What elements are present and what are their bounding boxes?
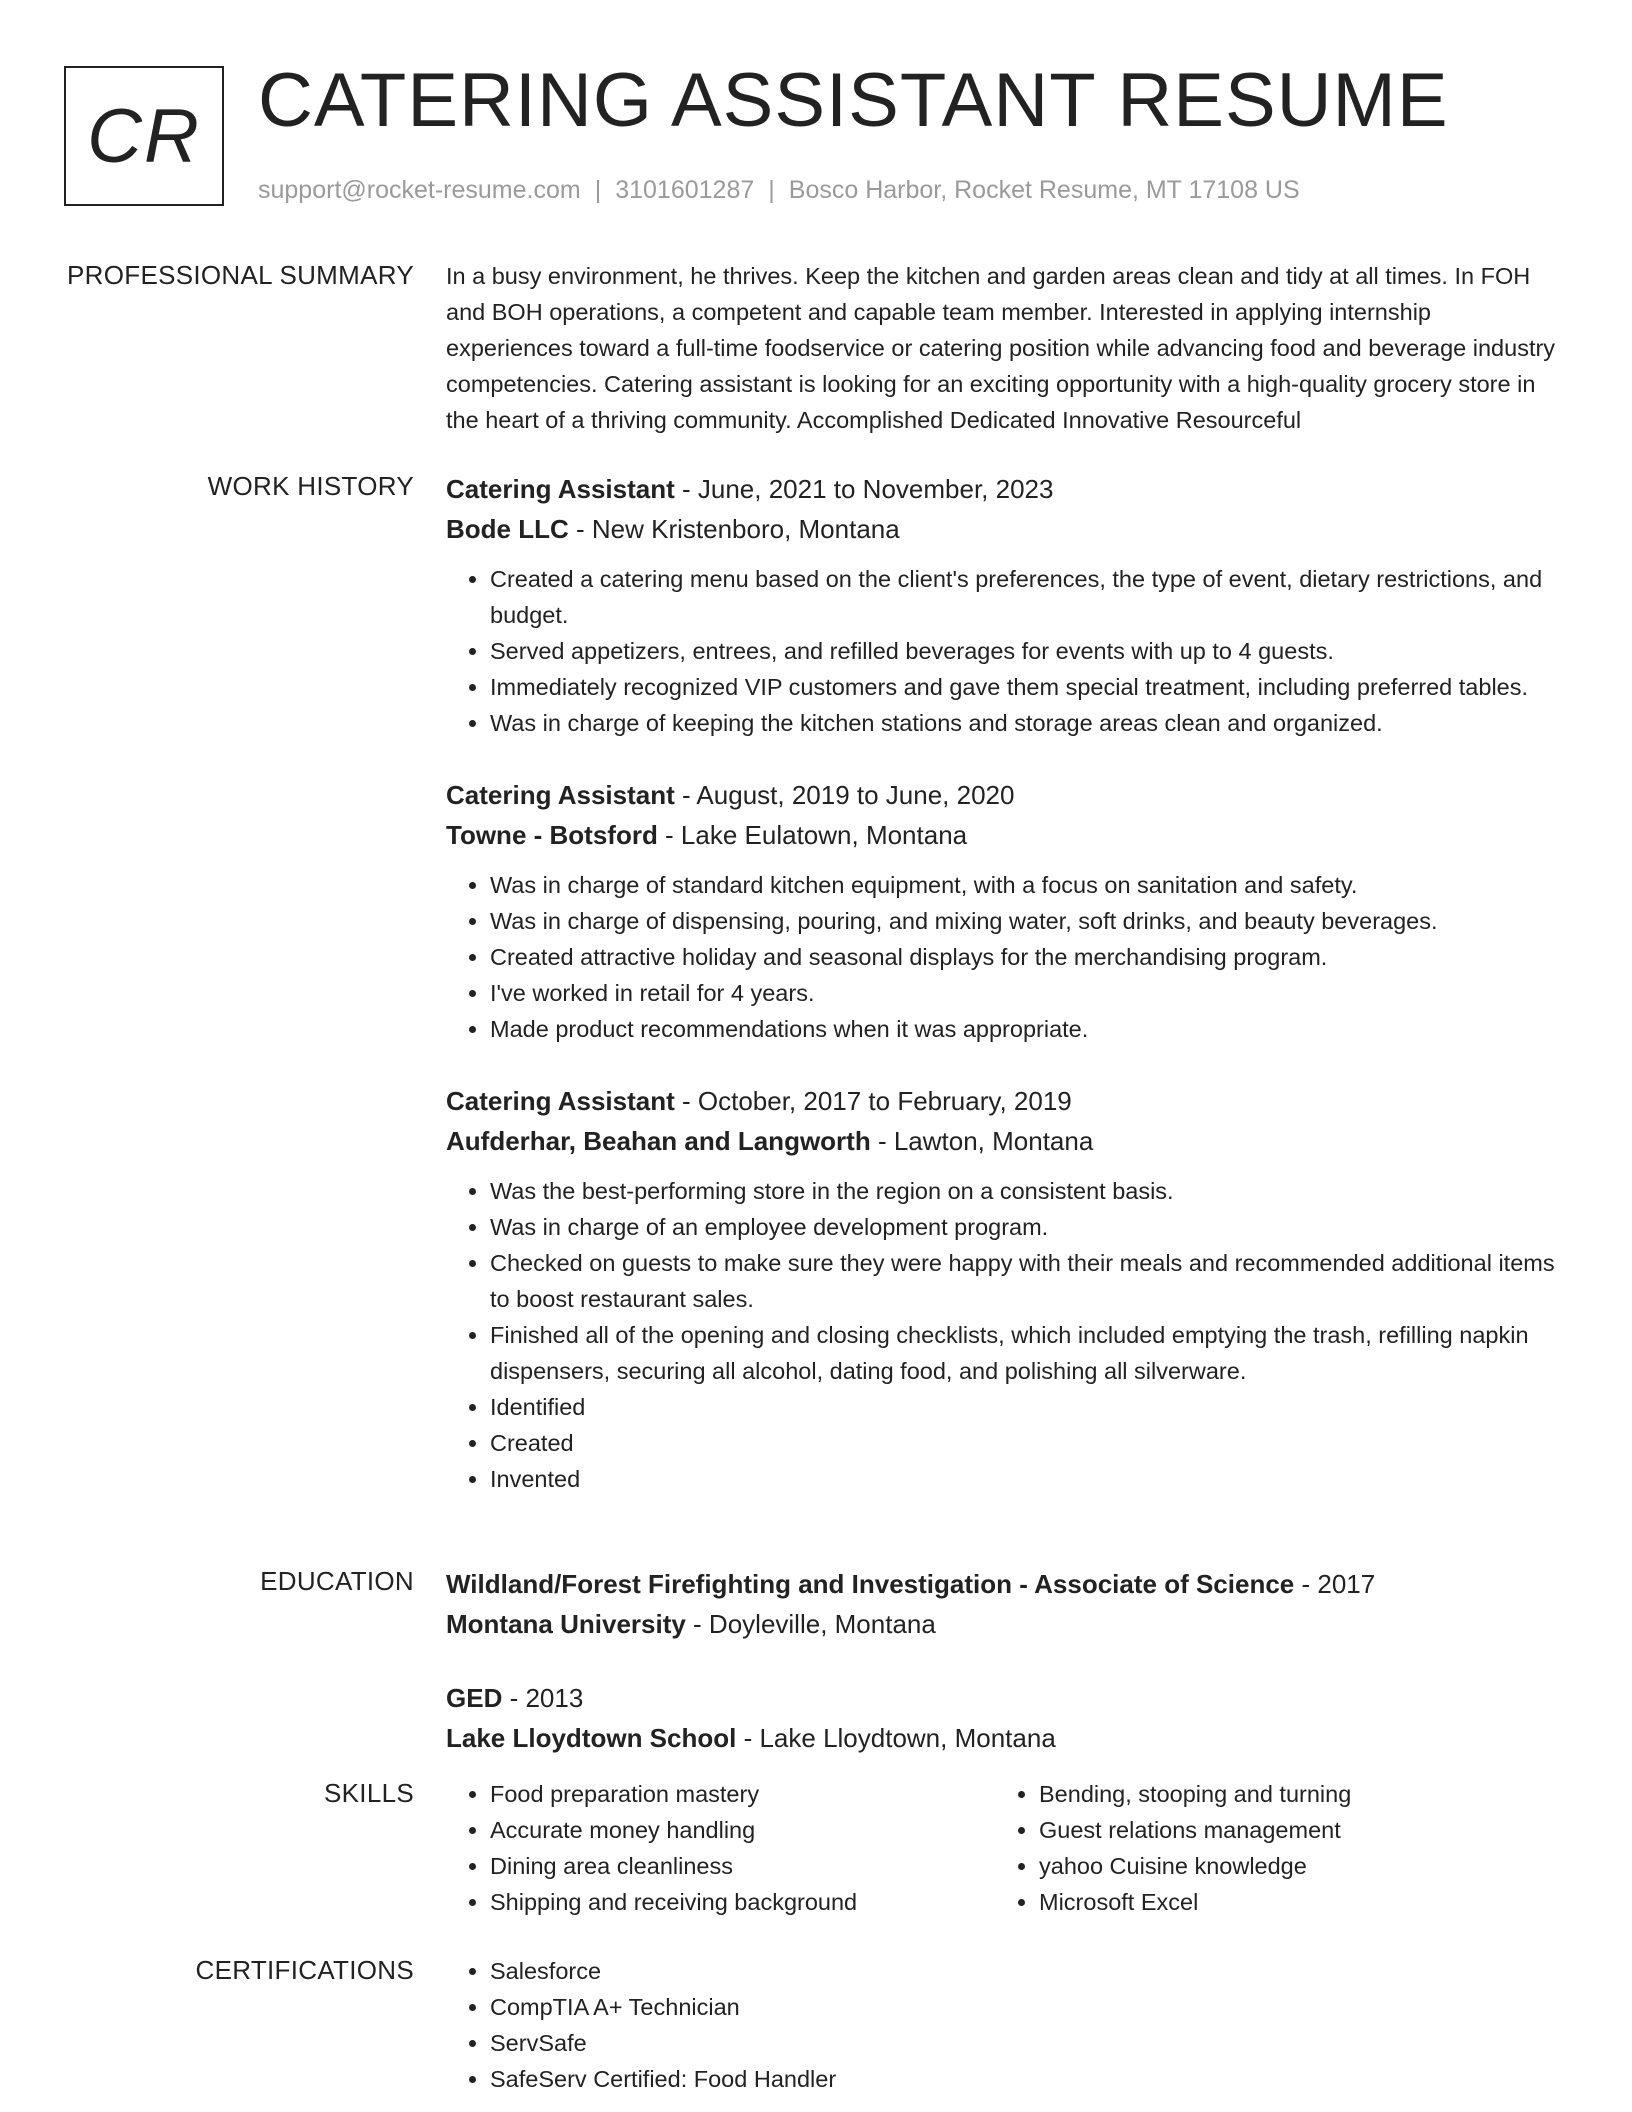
- job-location: - New Kristenboro, Montana: [568, 514, 900, 544]
- job-bullet: • Checked on guests to make sure they were happy with their meals and recommended additional items to boost restaurant sales.: [490, 1245, 1556, 1317]
- job-bullet: • Was in charge of keeping the kitchen stations and storage areas clean and organized.: [490, 705, 1556, 741]
- job-company: Aufderhar, Beahan and Langworth: [446, 1126, 871, 1156]
- job-title-line: [446, 775, 1556, 815]
- education-school: Lake Lloydtown School: [446, 1723, 737, 1753]
- skill-item: • Food preparation mastery: [490, 1776, 995, 1812]
- job-bullet: • Created: [490, 1425, 1556, 1461]
- job-title: Catering Assistant: [446, 1086, 675, 1116]
- education-location: - Doyleville, Montana: [685, 1609, 936, 1639]
- job-bullet: • Immediately recognized VIP customers and gave them special treatment, including preferred tables.: [490, 669, 1556, 705]
- education-location: - Lake Lloydtown, Montana: [736, 1723, 1056, 1753]
- job-location: - Lake Eulatown, Montana: [657, 820, 968, 850]
- job-bullet: • Served appetizers, entrees, and refilled beverages for events with up to 4 guests.: [490, 633, 1556, 669]
- job-title-line: [446, 1081, 1556, 1121]
- job-bullet: • I've worked in retail for 4 years.: [490, 975, 1556, 1011]
- skill-item: • Accurate money handling: [490, 1812, 995, 1848]
- skill-item: • yahoo Cuisine knowledge: [1039, 1848, 1539, 1884]
- contact-email: support@rocket-resume.com: [258, 176, 581, 204]
- job-company-line: [446, 815, 1556, 855]
- education-degree: Wildland/Forest Firefighting and Investigation - Associate of Science: [446, 1569, 1295, 1599]
- monogram-logo: CR: [64, 66, 224, 206]
- job-bullet: • Identified: [490, 1389, 1556, 1425]
- education-body: [446, 1564, 1556, 1792]
- section-label-work-history: WORK HISTORY: [207, 471, 414, 501]
- job-bullet: • Finished all of the opening and closing checklists, which included emptying the trash, refilling napkin dispensers, securing all alcohol, dating food, and polishing all silverware.: [490, 1317, 1556, 1389]
- certification-item: • Salesforce: [490, 1953, 1556, 1989]
- job-title-line: [446, 469, 1556, 509]
- section-label-summary: PROFESSIONAL SUMMARY: [67, 260, 414, 290]
- job-entry: [446, 1081, 1556, 1497]
- job-title: Catering Assistant: [446, 474, 675, 504]
- resume-title: CATERING ASSISTANT RESUME: [258, 58, 1449, 143]
- skills-list-right: [995, 1776, 1539, 1920]
- summary-text: In a busy environment, he thrives. Keep the kitchen and garden areas clean and tidy at all times. In FOH and BOH operations, a competent and capable team member. Interested in applying internship experiences toward a full-time foodservice or catering position while advancing food and beverage industry competencies. Catering assistant is looking for an exciting opportunity with a high-quality grocery store in the heart of a thriving community. Accomplished Dedicated Innovative Resourceful: [446, 263, 1556, 433]
- certifications-body: [446, 1953, 1556, 2097]
- contact-line: [258, 174, 1300, 206]
- contact-separator: |: [594, 176, 602, 204]
- certifications-list: [446, 1953, 1556, 2097]
- job-bullet: • Created a catering menu based on the client's preferences, the type of event, dietary restrictions, and budget.: [490, 561, 1556, 633]
- education-degree-line: [446, 1678, 1556, 1718]
- job-entry: [446, 775, 1556, 1047]
- summary-body: [446, 258, 1556, 438]
- skill-item: • Bending, stooping and turning: [1039, 1776, 1539, 1812]
- job-bullet: • Made product recommendations when it was appropriate.: [490, 1011, 1556, 1047]
- skill-item: • Microsoft Excel: [1039, 1884, 1539, 1920]
- contact-address: Bosco Harbor, Rocket Resume, MT 17108 US: [788, 176, 1300, 204]
- education-entry: [446, 1678, 1556, 1758]
- skills-list-left: [446, 1776, 995, 1920]
- job-bullet: • Was in charge of standard kitchen equipment, with a focus on sanitation and safety.: [490, 867, 1556, 903]
- skill-item: • Guest relations management: [1039, 1812, 1539, 1848]
- education-entry: [446, 1564, 1556, 1644]
- contact-separator: |: [768, 176, 775, 204]
- certification-item: • SafeServ Certified: Food Handler: [490, 2061, 1556, 2097]
- education-school-line: [446, 1718, 1556, 1758]
- section-label-skills: SKILLS: [324, 1778, 414, 1808]
- job-bullets: [446, 561, 1556, 741]
- job-bullets: [446, 867, 1556, 1047]
- job-bullet: • Invented: [490, 1461, 1556, 1497]
- job-company-line: [446, 509, 1556, 549]
- contact-phone: 3101601287: [615, 176, 755, 204]
- education-year: - 2017: [1294, 1569, 1376, 1599]
- education-school: Montana University: [446, 1609, 686, 1639]
- education-school-line: [446, 1604, 1556, 1644]
- job-bullets: [446, 1173, 1556, 1497]
- education-year: - 2013: [502, 1683, 584, 1713]
- certification-item: • CompTIA A+ Technician: [490, 1989, 1556, 2025]
- job-entry: [446, 469, 1556, 741]
- skills-body: [446, 1776, 1556, 1920]
- job-dates: - October, 2017 to February, 2019: [674, 1086, 1072, 1116]
- job-company: Bode LLC: [446, 514, 569, 544]
- job-location: - Lawton, Montana: [870, 1126, 1094, 1156]
- certification-item: • ServSafe: [490, 2025, 1556, 2061]
- skill-item: • Dining area cleanliness: [490, 1848, 995, 1884]
- education-degree-line: [446, 1564, 1556, 1604]
- education-degree: GED: [446, 1683, 503, 1713]
- job-bullet: • Was in charge of an employee development program.: [490, 1209, 1556, 1245]
- job-title: Catering Assistant: [446, 780, 675, 810]
- job-dates: - August, 2019 to June, 2020: [674, 780, 1015, 810]
- job-dates: - June, 2021 to November, 2023: [674, 474, 1054, 504]
- section-label-education: EDUCATION: [260, 1566, 414, 1596]
- section-label-certifications: CERTIFICATIONS: [195, 1955, 414, 1985]
- job-bullet: • Was in charge of dispensing, pouring, and mixing water, soft drinks, and beauty beverages.: [490, 903, 1556, 939]
- work-history-body: [446, 469, 1556, 1531]
- job-company: Towne - Botsford: [446, 820, 658, 850]
- job-bullet: • Created attractive holiday and seasonal displays for the merchandising program.: [490, 939, 1556, 975]
- skills-columns: [446, 1776, 1556, 1920]
- job-bullet: • Was the best-performing store in the region on a consistent basis.: [490, 1173, 1556, 1209]
- skill-item: • Shipping and receiving background: [490, 1884, 995, 1920]
- job-company-line: [446, 1121, 1556, 1161]
